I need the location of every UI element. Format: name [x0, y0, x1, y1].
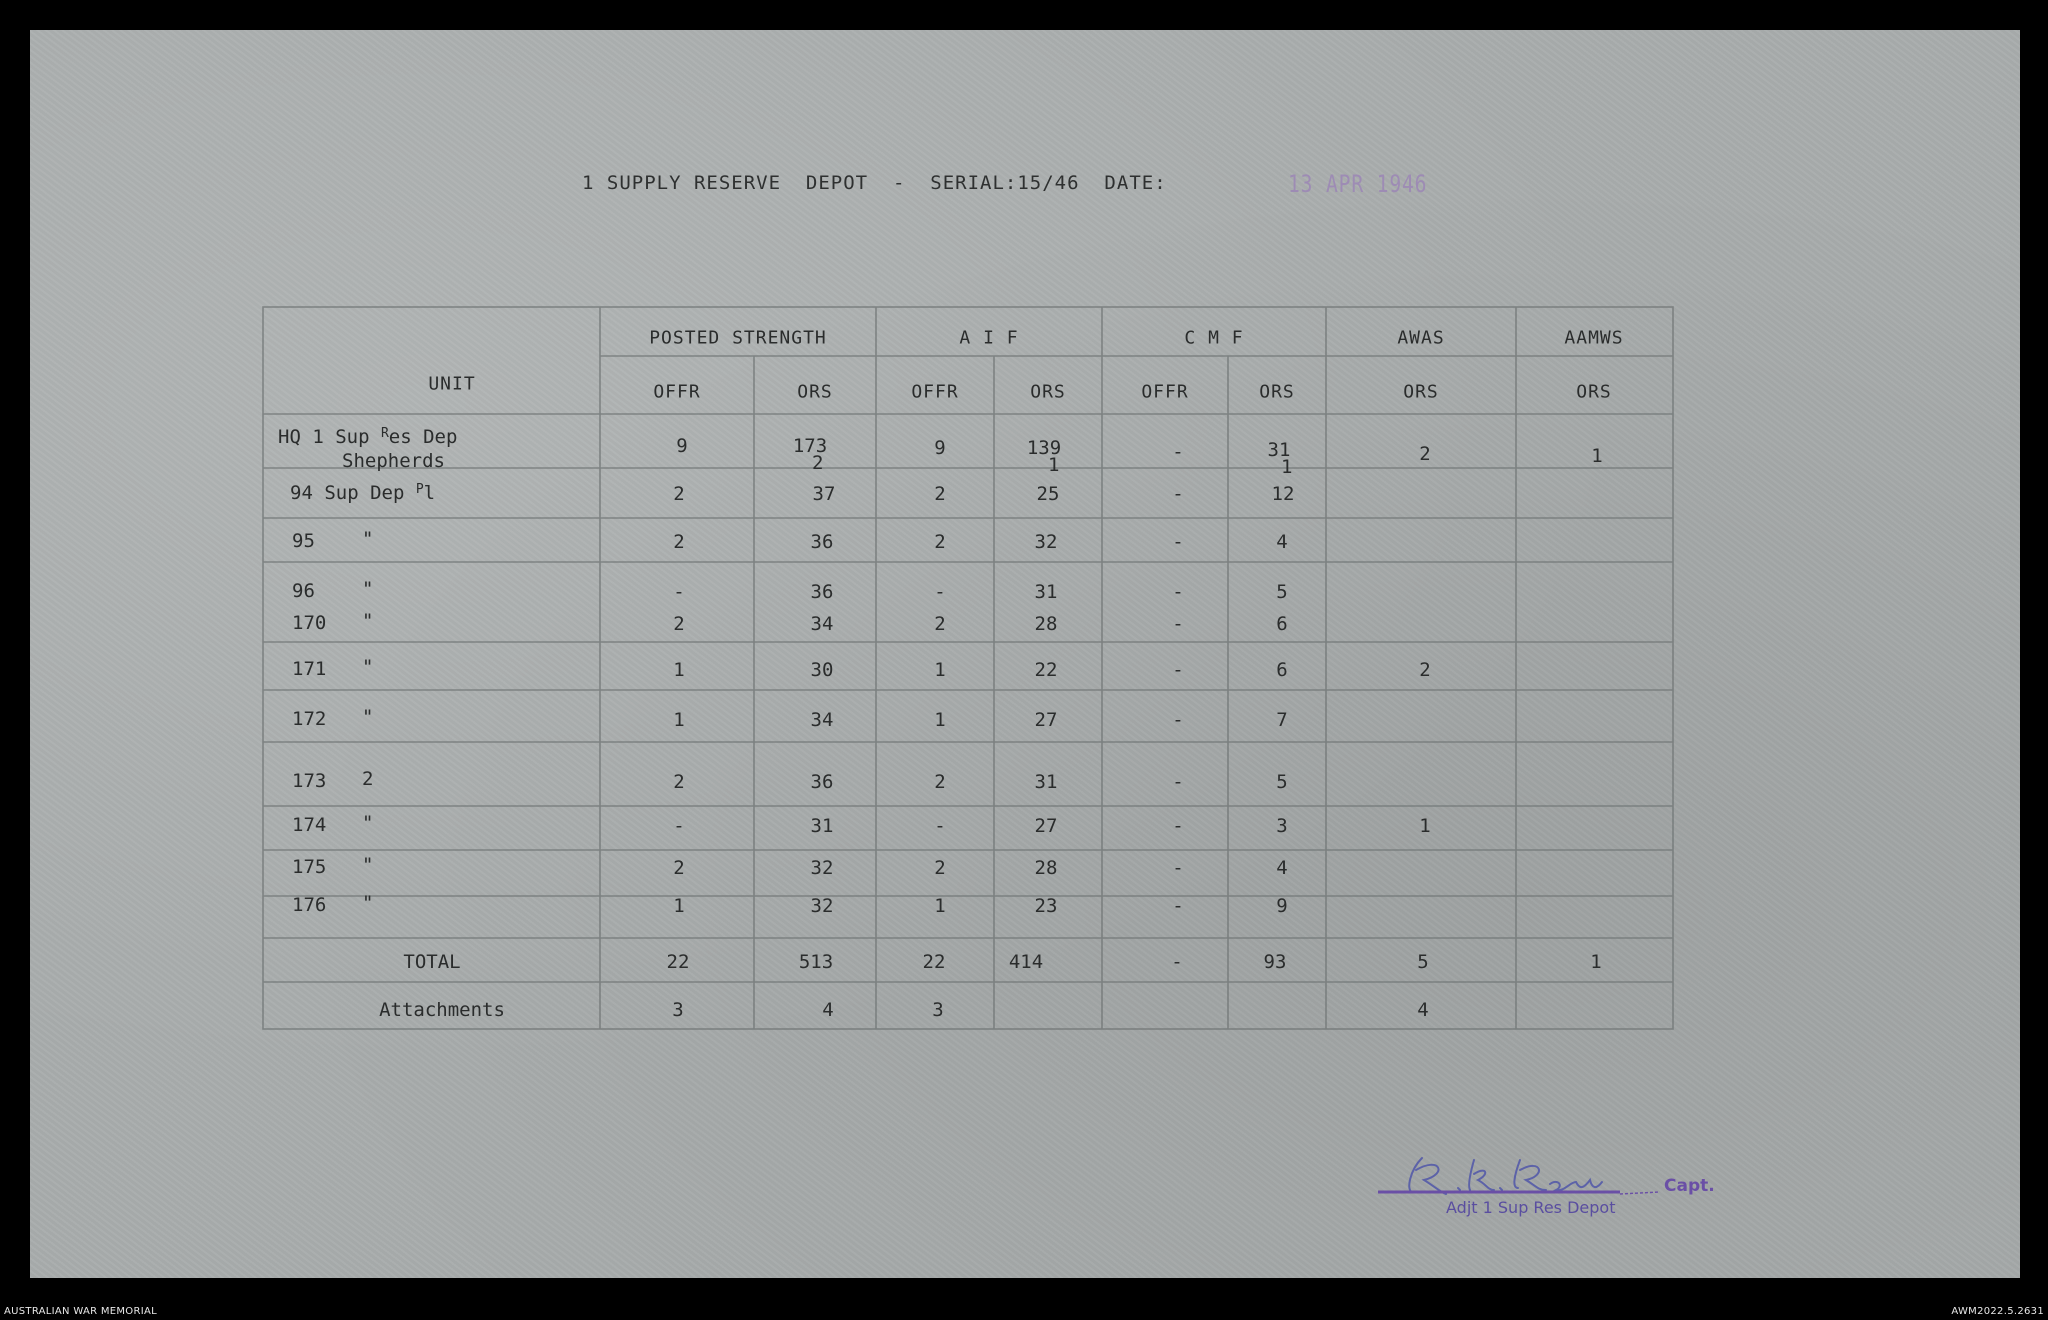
table-cell-cmf-offr: - — [1172, 895, 1184, 917]
table-cell-cmf-offr: - — [1172, 709, 1184, 731]
table-row-ditto: " — [362, 812, 374, 834]
attachments-awas-ors: 4 — [1417, 999, 1429, 1021]
attachments-aif-offr: 3 — [932, 999, 944, 1021]
row94-aif-ors: 25 — [1036, 483, 1060, 505]
signature-rank: Capt. — [1664, 1176, 1715, 1196]
total-cmf-offr: - — [1171, 951, 1183, 973]
table-cell-aif-ors: 31 — [1034, 771, 1058, 793]
table-cell-ps-offr: 2 — [673, 531, 685, 553]
table-row-ditto: " — [362, 610, 374, 632]
table-row-unit: 173 — [292, 770, 327, 792]
table-row-unit: 172 — [292, 708, 327, 730]
table-cell-aif-ors: 27 — [1034, 709, 1058, 731]
table-cell-ps-ors: 32 — [810, 857, 834, 879]
header-posted-strength: POSTED STRENGTH — [649, 327, 827, 349]
table-row-ditto: " — [362, 528, 374, 550]
table-cell-aif-offr: - — [934, 581, 946, 603]
table-cell-cmf-ors: 9 — [1276, 895, 1288, 917]
table-cell-ps-offr: 2 — [673, 857, 685, 879]
hq-awas-ors: 2 — [1419, 443, 1431, 465]
footer-catalogue-id: AWM2022.5.2631 — [1951, 1306, 2044, 1317]
table-row-ditto: " — [362, 892, 374, 914]
subheader-aif-ors: ORS — [1030, 381, 1066, 403]
hq-ps-ors: 173 — [792, 435, 828, 457]
table-cell-ps-offr: 2 — [673, 613, 685, 635]
table-cell-cmf-ors: 7 — [1276, 709, 1288, 731]
table-cell-cmf-offr: - — [1172, 581, 1184, 603]
attachments-ps-offr: 3 — [672, 999, 684, 1021]
table-row-unit: 174 — [292, 814, 327, 836]
table-cell-ps-offr: 1 — [673, 895, 685, 917]
table-cell-ps-ors: 36 — [810, 771, 834, 793]
table-row-unit: 170 — [292, 612, 327, 634]
header-unit: UNIT — [428, 373, 476, 395]
table-grid — [262, 306, 1674, 1030]
table-cell-aif-ors: 22 — [1034, 659, 1058, 681]
header-awas: AWAS — [1397, 327, 1445, 349]
table-row-unit: 171 — [292, 658, 327, 680]
table-cell-cmf-ors: 5 — [1276, 771, 1288, 793]
table-cell-cmf-offr: - — [1172, 857, 1184, 879]
row94-cmf-offr: - — [1172, 483, 1184, 505]
table-cell-aif-ors: 31 — [1034, 581, 1058, 603]
subheader-cmf-offr: OFFR — [1141, 381, 1189, 403]
table-cell-cmf-ors: 6 — [1276, 613, 1288, 635]
table-row-unit: 175 — [292, 856, 327, 878]
table-cell-cmf-offr: - — [1172, 815, 1184, 837]
table-row-unit: 95 — [292, 530, 315, 552]
table-cell-ps-offr: 1 — [673, 709, 685, 731]
hq-ps-offr: 9 — [676, 435, 688, 457]
table-cell-cmf-offr: - — [1172, 771, 1184, 793]
document-header: 1 SUPPLY RESERVE DEPOT - SERIAL:15/46 DATE: — [582, 172, 1167, 194]
table-cell-aif-offr: 1 — [934, 659, 946, 681]
attachments-ps-ors: 4 — [822, 999, 834, 1021]
subheader-cmf-ors: ORS — [1259, 381, 1295, 403]
table-cell-aif-offr: 1 — [934, 709, 946, 731]
table-cell-aif-offr: 2 — [934, 771, 946, 793]
row94-ps-ors: 37 — [812, 483, 836, 505]
table-cell-aif-offr: 2 — [934, 613, 946, 635]
table-cell-awas-ors: 2 — [1419, 659, 1431, 681]
footer-archive-name: AUSTRALIAN WAR MEMORIAL — [4, 1306, 157, 1317]
hq-ps-ors-correction: 2 — [812, 452, 824, 474]
total-label: TOTAL — [403, 951, 461, 973]
total-cmf-ors: 93 — [1263, 951, 1287, 973]
table-cell-ps-offr: 2 — [673, 771, 685, 793]
table-cell-cmf-ors: 6 — [1276, 659, 1288, 681]
table-cell-ps-ors: 34 — [810, 709, 834, 731]
subheader-aamws-ors: ORS — [1576, 381, 1612, 403]
table-row-ditto: " — [362, 706, 374, 728]
subheader-ps-offr: OFFR — [653, 381, 701, 403]
row94-ps-offr: 2 — [673, 483, 685, 505]
table-row-unit: 96 — [292, 580, 315, 602]
header-aamws: AAMWS — [1564, 327, 1624, 349]
table-cell-cmf-ors: 4 — [1276, 857, 1288, 879]
hq-cmf-offr: - — [1172, 441, 1184, 463]
table-row-ditto: " — [362, 854, 374, 876]
hq-unit-line2: Shepherds — [342, 450, 445, 472]
row94-cmf-ors: 12 — [1271, 483, 1295, 505]
table-cell-aif-ors: 28 — [1034, 857, 1058, 879]
hq-cmf-ors: 31 — [1267, 439, 1291, 461]
table-row-ditto: 2 — [362, 768, 374, 790]
total-ps-ors: 513 — [798, 951, 834, 973]
date-stamp: 13 APR 1946 — [1288, 170, 1428, 198]
table-cell-cmf-offr: - — [1172, 613, 1184, 635]
table-cell-cmf-ors: 4 — [1276, 531, 1288, 553]
table-cell-ps-ors: 34 — [810, 613, 834, 635]
table-cell-aif-ors: 23 — [1034, 895, 1058, 917]
attachments-label: Attachments — [379, 999, 505, 1021]
header-cmf: C M F — [1184, 327, 1244, 349]
subheader-aif-offr: OFFR — [911, 381, 959, 403]
table-cell-aif-offr: - — [934, 815, 946, 837]
table-cell-ps-ors: 30 — [810, 659, 834, 681]
signature-title: Adjt 1 Sup Res Depot — [1446, 1198, 1616, 1217]
subheader-awas-ors: ORS — [1403, 381, 1439, 403]
header-aif: A I F — [959, 327, 1019, 349]
table-row-unit: 176 — [292, 894, 327, 916]
strength-table — [262, 306, 1674, 1030]
table-cell-ps-offr: - — [673, 581, 685, 603]
table-cell-aif-ors: 28 — [1034, 613, 1058, 635]
row94-unit: 94 Sup Dep $^P$l — [290, 482, 436, 504]
table-cell-ps-offr: 1 — [673, 659, 685, 681]
table-cell-ps-ors: 36 — [810, 581, 834, 603]
table-row-ditto: " — [362, 578, 374, 600]
table-cell-cmf-ors: 5 — [1276, 581, 1288, 603]
table-cell-aif-ors: 27 — [1034, 815, 1058, 837]
hq-aif-ors: 139 — [1026, 437, 1062, 459]
table-cell-aif-offr: 2 — [934, 857, 946, 879]
total-aif-offr: 22 — [922, 951, 946, 973]
table-cell-ps-ors: 31 — [810, 815, 834, 837]
hq-aif-offr: 9 — [934, 437, 946, 459]
subheader-ps-ors: ORS — [797, 381, 833, 403]
table-cell-aif-offr: 2 — [934, 531, 946, 553]
total-aif-ors: 414 — [1008, 951, 1044, 973]
table-cell-aif-ors: 32 — [1034, 531, 1058, 553]
table-cell-cmf-offr: - — [1172, 531, 1184, 553]
table-cell-cmf-ors: 3 — [1276, 815, 1288, 837]
hq-unit-line1: HQ 1 Sup $^R$es Dep — [278, 426, 458, 448]
table-row-ditto: " — [362, 656, 374, 678]
total-aamws-ors: 1 — [1590, 951, 1602, 973]
table-cell-awas-ors: 1 — [1419, 815, 1431, 837]
table-cell-ps-ors: 32 — [810, 895, 834, 917]
total-awas-ors: 5 — [1417, 951, 1429, 973]
hq-aamws-ors: 1 — [1591, 445, 1603, 467]
hq-aif-ors-correction: 1 — [1048, 454, 1060, 476]
table-cell-cmf-offr: - — [1172, 659, 1184, 681]
table-cell-aif-offr: 1 — [934, 895, 946, 917]
hq-cmf-ors-correction: 1 — [1281, 456, 1293, 478]
row94-aif-offr: 2 — [934, 483, 946, 505]
table-cell-ps-offr: - — [673, 815, 685, 837]
total-ps-offr: 22 — [666, 951, 690, 973]
table-cell-ps-ors: 36 — [810, 531, 834, 553]
